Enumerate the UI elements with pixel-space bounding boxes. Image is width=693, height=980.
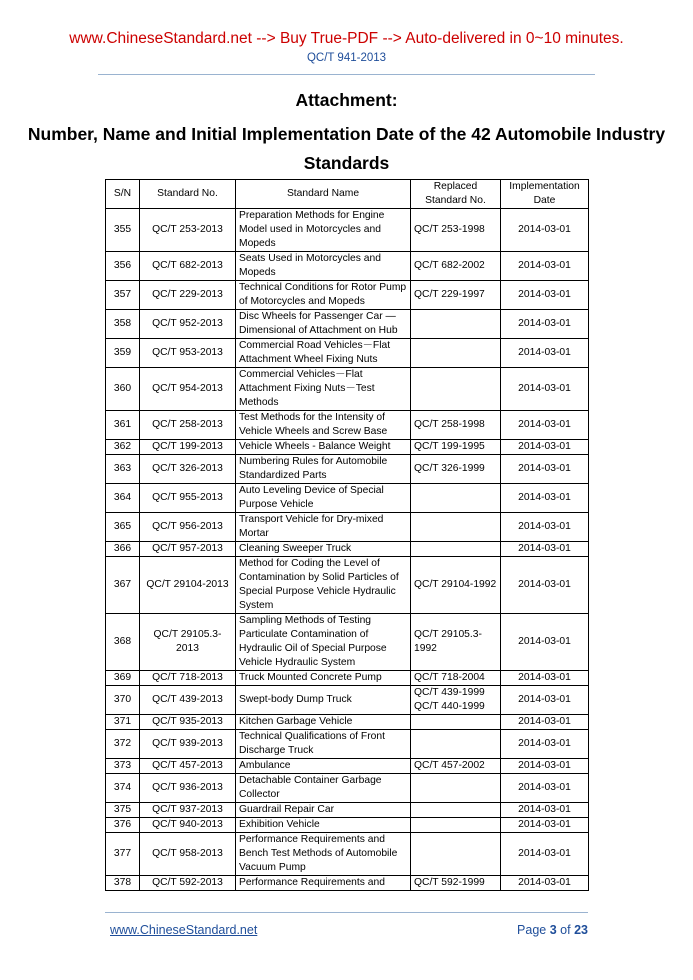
cell-standard-no: QC/T 935-2013 — [140, 715, 236, 730]
table-row — [106, 833, 589, 876]
cell-implementation-date: 2014-03-01 — [501, 557, 589, 614]
cell-standard-no: QC/T 958-2013 — [140, 833, 236, 876]
cell-implementation-date: 2014-03-01 — [501, 876, 589, 891]
table-row — [106, 339, 589, 368]
cell-standard-name: Test Methods for the Intensity of Vehicle Wheels and Screw Base — [236, 411, 411, 440]
table-row — [106, 614, 589, 671]
table-body — [106, 209, 589, 891]
cell-standard-name: Performance Requirements and — [236, 876, 411, 891]
cell-sn: 366 — [106, 542, 140, 557]
cell-standard-name: Preparation Methods for Engine Model used in Motorcycles and Mopeds — [236, 209, 411, 252]
table-row — [106, 411, 589, 440]
cell-standard-no: QC/T 199-2013 — [140, 440, 236, 455]
cell-standard-name: Transport Vehicle for Dry-mixed Mortar — [236, 513, 411, 542]
cell-replaced-standard-no — [411, 715, 501, 730]
table-row — [106, 818, 589, 833]
cell-standard-no: QC/T 940-2013 — [140, 818, 236, 833]
cell-standard-name: Ambulance — [236, 759, 411, 774]
cell-standard-no: QC/T 936-2013 — [140, 774, 236, 803]
cell-implementation-date: 2014-03-01 — [501, 484, 589, 513]
cell-sn: 368 — [106, 614, 140, 671]
cell-standard-no: QC/T 718-2013 — [140, 671, 236, 686]
cell-sn: 373 — [106, 759, 140, 774]
cell-replaced-standard-no — [411, 513, 501, 542]
table-row — [106, 310, 589, 339]
page-of-label: of — [560, 923, 571, 937]
cell-standard-name: Commercial Road Vehicles－Flat Attachment Wheel Fixing Nuts — [236, 339, 411, 368]
cell-standard-no: QC/T 954-2013 — [140, 368, 236, 411]
table-row — [106, 368, 589, 411]
cell-standard-name: Numbering Rules for Automobile Standardized Parts — [236, 455, 411, 484]
cell-standard-no: QC/T 326-2013 — [140, 455, 236, 484]
cell-sn: 372 — [106, 730, 140, 759]
table-row — [106, 557, 589, 614]
footer-divider — [105, 912, 588, 913]
cell-replaced-standard-no: QC/T 29104-1992 — [411, 557, 501, 614]
cell-implementation-date: 2014-03-01 — [501, 818, 589, 833]
table-row — [106, 440, 589, 455]
cell-replaced-standard-no: QC/T 253-1998 — [411, 209, 501, 252]
table-row — [106, 876, 589, 891]
cell-replaced-standard-no — [411, 368, 501, 411]
cell-implementation-date: 2014-03-01 — [501, 368, 589, 411]
standards-table — [105, 179, 589, 891]
cell-standard-no: QC/T 229-2013 — [140, 281, 236, 310]
cell-standard-name: Auto Leveling Device of Special Purpose Vehicle — [236, 484, 411, 513]
cell-standard-no: QC/T 957-2013 — [140, 542, 236, 557]
promo-banner[interactable]: www.ChineseStandard.net --> Buy True-PDF --> Auto-delivered in 0~10 minutes. — [69, 30, 624, 47]
cell-standard-name: Detachable Container Garbage Collector — [236, 774, 411, 803]
table-row — [106, 252, 589, 281]
cell-replaced-standard-no: QC/T 457-2002 — [411, 759, 501, 774]
cell-replaced-standard-no — [411, 818, 501, 833]
table-row — [106, 281, 589, 310]
cell-standard-name: Swept-body Dump Truck — [236, 686, 411, 715]
cell-standard-name: Cleaning Sweeper Truck — [236, 542, 411, 557]
cell-sn: 369 — [106, 671, 140, 686]
cell-standard-no: QC/T 937-2013 — [140, 803, 236, 818]
cell-implementation-date: 2014-03-01 — [501, 774, 589, 803]
cell-sn: 367 — [106, 557, 140, 614]
cell-standard-no: QC/T 955-2013 — [140, 484, 236, 513]
cell-standard-name: Truck Mounted Concrete Pump — [236, 671, 411, 686]
cell-sn: 376 — [106, 818, 140, 833]
cell-implementation-date: 2014-03-01 — [501, 455, 589, 484]
page-indicator — [517, 923, 588, 937]
cell-standard-no: QC/T 457-2013 — [140, 759, 236, 774]
cell-sn: 359 — [106, 339, 140, 368]
cell-standard-no: QC/T 939-2013 — [140, 730, 236, 759]
cell-standard-no: QC/T 682-2013 — [140, 252, 236, 281]
cell-replaced-standard-no: QC/T 439-1999 QC/T 440-1999 — [411, 686, 501, 715]
cell-implementation-date: 2014-03-01 — [501, 715, 589, 730]
cell-standard-name: Sampling Methods of Testing Particulate Contamination of Hydraulic Oil of Special Purpose Vehicle Hydraulic System — [236, 614, 411, 671]
cell-replaced-standard-no — [411, 310, 501, 339]
cell-standard-no: QC/T 258-2013 — [140, 411, 236, 440]
cell-implementation-date: 2014-03-01 — [501, 440, 589, 455]
cell-sn: 363 — [106, 455, 140, 484]
cell-standard-no: QC/T 29105.3-2013 — [140, 614, 236, 671]
column-header-replaced-standard-no: Replaced Standard No. — [411, 180, 501, 209]
cell-replaced-standard-no: QC/T 29105.3-1992 — [411, 614, 501, 671]
cell-implementation-date: 2014-03-01 — [501, 686, 589, 715]
cell-standard-name: Technical Conditions for Rotor Pump of Motorcycles and Mopeds — [236, 281, 411, 310]
cell-replaced-standard-no: QC/T 718-2004 — [411, 671, 501, 686]
column-header-implementation-date: Implementation Date — [501, 180, 589, 209]
cell-sn: 360 — [106, 368, 140, 411]
cell-sn: 361 — [106, 411, 140, 440]
cell-sn: 362 — [106, 440, 140, 455]
footer-site-link[interactable]: www.ChineseStandard.net — [110, 923, 258, 937]
cell-replaced-standard-no — [411, 803, 501, 818]
cell-replaced-standard-no: QC/T 682-2002 — [411, 252, 501, 281]
cell-replaced-standard-no: QC/T 199-1995 — [411, 440, 501, 455]
cell-implementation-date: 2014-03-01 — [501, 759, 589, 774]
cell-replaced-standard-no — [411, 730, 501, 759]
page-label: Page — [517, 923, 547, 937]
cell-standard-no: QC/T 439-2013 — [140, 686, 236, 715]
cell-implementation-date: 2014-03-01 — [501, 310, 589, 339]
cell-standard-no: QC/T 29104-2013 — [140, 557, 236, 614]
table-row — [106, 715, 589, 730]
cell-sn: 355 — [106, 209, 140, 252]
table-row — [106, 513, 589, 542]
table-row — [106, 484, 589, 513]
cell-standard-name: Commercial Vehicles－Flat Attachment Fixing Nuts－Test Methods — [236, 368, 411, 411]
column-header-standard-name: Standard Name — [236, 180, 411, 209]
cell-replaced-standard-no — [411, 833, 501, 876]
cell-sn: 364 — [106, 484, 140, 513]
cell-standard-no: QC/T 253-2013 — [140, 209, 236, 252]
cell-standard-no: QC/T 953-2013 — [140, 339, 236, 368]
cell-replaced-standard-no: QC/T 258-1998 — [411, 411, 501, 440]
cell-standard-name: Vehicle Wheels - Balance Weight — [236, 440, 411, 455]
cell-implementation-date: 2014-03-01 — [501, 252, 589, 281]
cell-implementation-date: 2014-03-01 — [501, 209, 589, 252]
cell-implementation-date: 2014-03-01 — [501, 513, 589, 542]
cell-sn: 375 — [106, 803, 140, 818]
cell-implementation-date: 2014-03-01 — [501, 542, 589, 557]
cell-replaced-standard-no — [411, 484, 501, 513]
table-header-row — [106, 180, 589, 209]
cell-standard-name: Method for Coding the Level of Contamination by Solid Particles of Special Purpose Vehicle Hydraulic System — [236, 557, 411, 614]
cell-implementation-date: 2014-03-01 — [501, 339, 589, 368]
table-row — [106, 209, 589, 252]
cell-standard-no: QC/T 592-2013 — [140, 876, 236, 891]
cell-standard-no: QC/T 956-2013 — [140, 513, 236, 542]
page-current: 3 — [549, 923, 557, 937]
cell-standard-name: Performance Requirements and Bench Test Methods of Automobile Vacuum Pump — [236, 833, 411, 876]
cell-replaced-standard-no — [411, 339, 501, 368]
cell-standard-name: Disc Wheels for Passenger Car — Dimensional of Attachment on Hub — [236, 310, 411, 339]
cell-replaced-standard-no — [411, 542, 501, 557]
cell-standard-name: Guardrail Repair Car — [236, 803, 411, 818]
cell-replaced-standard-no — [411, 774, 501, 803]
table-row — [106, 774, 589, 803]
cell-sn: 356 — [106, 252, 140, 281]
table-row — [106, 686, 589, 715]
table-row — [106, 455, 589, 484]
page-title: Number, Name and Initial Implementation Date of the 42 Automobile Industry Standards — [27, 124, 666, 173]
cell-standard-name: Kitchen Garbage Vehicle — [236, 715, 411, 730]
page-total: 23 — [574, 923, 588, 937]
cell-sn: 358 — [106, 310, 140, 339]
cell-sn: 357 — [106, 281, 140, 310]
cell-sn: 374 — [106, 774, 140, 803]
cell-sn: 371 — [106, 715, 140, 730]
column-header-standard-no: Standard No. — [140, 180, 236, 209]
header-divider — [98, 74, 595, 75]
table-row — [106, 542, 589, 557]
cell-implementation-date: 2014-03-01 — [501, 281, 589, 310]
cell-standard-name: Seats Used in Motorcycles and Mopeds — [236, 252, 411, 281]
cell-standard-no: QC/T 952-2013 — [140, 310, 236, 339]
cell-replaced-standard-no: QC/T 326-1999 — [411, 455, 501, 484]
cell-sn: 377 — [106, 833, 140, 876]
table-row — [106, 803, 589, 818]
cell-implementation-date: 2014-03-01 — [501, 411, 589, 440]
cell-implementation-date: 2014-03-01 — [501, 833, 589, 876]
cell-implementation-date: 2014-03-01 — [501, 803, 589, 818]
cell-replaced-standard-no: QC/T 229-1997 — [411, 281, 501, 310]
document-id: QC/T 941-2013 — [306, 52, 387, 64]
table-row — [106, 671, 589, 686]
cell-implementation-date: 2014-03-01 — [501, 730, 589, 759]
cell-sn: 370 — [106, 686, 140, 715]
cell-sn: 378 — [106, 876, 140, 891]
column-header-sn: S/N — [106, 180, 140, 209]
cell-implementation-date: 2014-03-01 — [501, 614, 589, 671]
cell-replaced-standard-no: QC/T 592-1999 — [411, 876, 501, 891]
cell-standard-name: Exhibition Vehicle — [236, 818, 411, 833]
attachment-heading: Attachment: — [295, 90, 398, 110]
cell-sn: 365 — [106, 513, 140, 542]
cell-standard-name: Technical Qualifications of Front Discharge Truck — [236, 730, 411, 759]
table-row — [106, 759, 589, 774]
table-row — [106, 730, 589, 759]
cell-implementation-date: 2014-03-01 — [501, 671, 589, 686]
